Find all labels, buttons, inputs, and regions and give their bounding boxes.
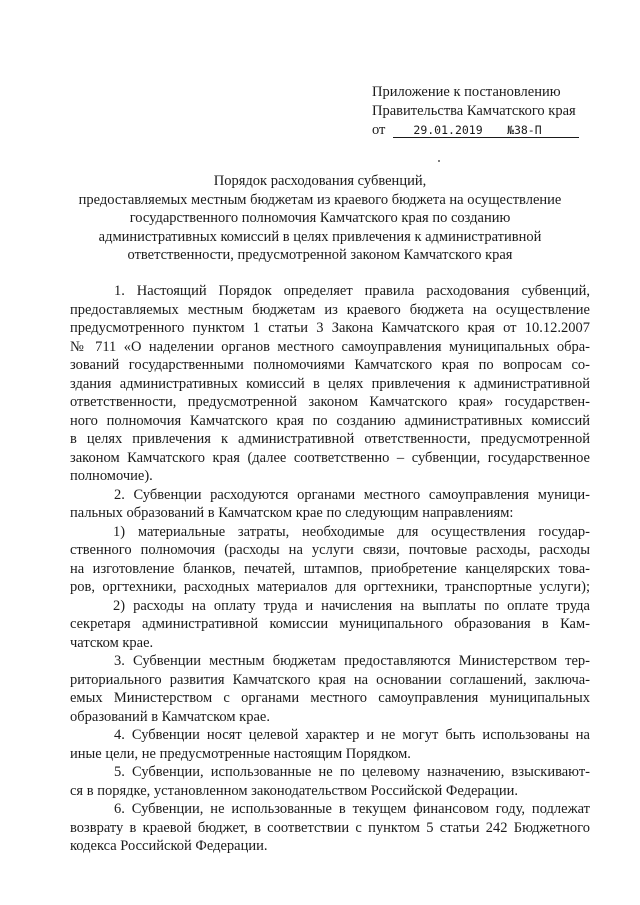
paragraph-line: 2) расходы на оплату труда и начисления на выплаты по оплате труда bbox=[113, 597, 590, 614]
paragraph-line: здания административных комиссий в целях привлечения к административной bbox=[70, 375, 590, 392]
paragraph-line: чатском крае. bbox=[70, 634, 154, 651]
paragraph-line: в целях привлечения к административной ответственности, предусмотренной bbox=[70, 431, 590, 447]
paragraph-line: ся в порядке, установленном законодательством Российской Федерации. bbox=[70, 782, 518, 799]
paragraph-line: зований государственными полномочиями Камчатского края по вопросам со- bbox=[70, 357, 590, 373]
paragraph-line: предоставляемых местным бюджетам из краевого бюджета на осуществление bbox=[70, 301, 590, 318]
stray-dot bbox=[438, 160, 440, 162]
paragraph-line: № 711 «О наделении органов местного самоуправления муниципальных обра- bbox=[70, 338, 590, 355]
paragraph-line: ного полномочия Камчатского края по созданию административных комиссий bbox=[70, 412, 590, 429]
paragraph-line: 1. Настоящий Порядок определяет правила расходования субвенций, bbox=[114, 283, 590, 299]
paragraph-line: законом Камчатского края (далее соответственно – субвенции, государственное bbox=[70, 449, 590, 466]
document-number: №38-П bbox=[503, 123, 579, 138]
from-label: от bbox=[372, 122, 386, 138]
paragraph-line: 4. Субвенции носят целевой характер и не могут быть использованы на bbox=[114, 727, 590, 743]
paragraph-line: риториального развития Камчатского края на основании соглашений, заключа- bbox=[70, 671, 590, 688]
paragraph-line: 3. Субвенции местным бюджетам предоставляются Министерством тер- bbox=[114, 653, 590, 669]
paragraph-line: предусмотренного пунктом 1 статьи 3 Закона Камчатского края от 10.12.2007 bbox=[70, 320, 590, 336]
paragraph-line: полномочие). bbox=[70, 468, 153, 484]
paragraph-line: 2. Субвенции расходуются органами местного самоуправления муници- bbox=[114, 486, 590, 503]
paragraph-line: образований в Камчатском крае. bbox=[70, 708, 270, 725]
document-body bbox=[70, 282, 590, 856]
paragraph-line: ров, оргтехники, расходных материалов для оргтехники, транспортные услуги); bbox=[70, 579, 590, 595]
paragraph-line: иные цели, не предусмотренные настоящим Порядком. bbox=[70, 745, 411, 762]
paragraph-line: 6. Субвенции, не использованные в текущем финансовом году, подлежат bbox=[114, 801, 590, 817]
title-line: Порядок расходования субвенций, bbox=[213, 173, 427, 189]
paragraph-line: на изготовление бланков, печатей, штампов, приобретение канцелярских това- bbox=[70, 560, 590, 577]
document-date: 29.01.2019 bbox=[393, 123, 503, 138]
title-line: административных комиссий в целях привлечения к административной bbox=[98, 228, 542, 245]
paragraph-line: пальных образований в Камчатском крае по следующим направлениям: bbox=[70, 505, 514, 521]
appendix-block bbox=[372, 83, 612, 140]
paragraph-line: ответственности, предусмотренной законом Камчатского края» государствен- bbox=[70, 394, 590, 410]
paragraph-line: кодекса Российской Федерации. bbox=[70, 838, 268, 854]
appendix-line-1: Приложение к постановлению bbox=[372, 84, 561, 100]
paragraph-line: секретаря административной комиссии муниципального образования в Кам- bbox=[70, 616, 590, 632]
appendix-date-line bbox=[372, 121, 579, 140]
appendix-line-2: Правительства Камчатского края bbox=[372, 103, 576, 119]
title-line: государственного полномочия Камчатского края по созданию bbox=[129, 210, 511, 226]
paragraph-line: ственного полномочия (расходы на услуги связи, почтовые расходы, расходы bbox=[70, 542, 590, 558]
document-title bbox=[70, 172, 570, 265]
paragraph-line: 5. Субвенции, использованные не по целевому назначению, взыскивают- bbox=[114, 764, 590, 780]
title-line: ответственности, предусмотренной законом Камчатского края bbox=[127, 247, 513, 263]
paragraph-line: возврату в краевой бюджет, в соответствии с пунктом 5 статьи 242 Бюджетного bbox=[70, 819, 590, 836]
title-line: предоставляемых местным бюджетам из краевого бюджета на осуществление bbox=[78, 191, 562, 208]
paragraph-line: емых Министерством с органами местного самоуправления муниципальных bbox=[70, 690, 590, 706]
paragraph-line: 1) материальные затраты, необходимые для осуществления государ- bbox=[113, 523, 590, 540]
